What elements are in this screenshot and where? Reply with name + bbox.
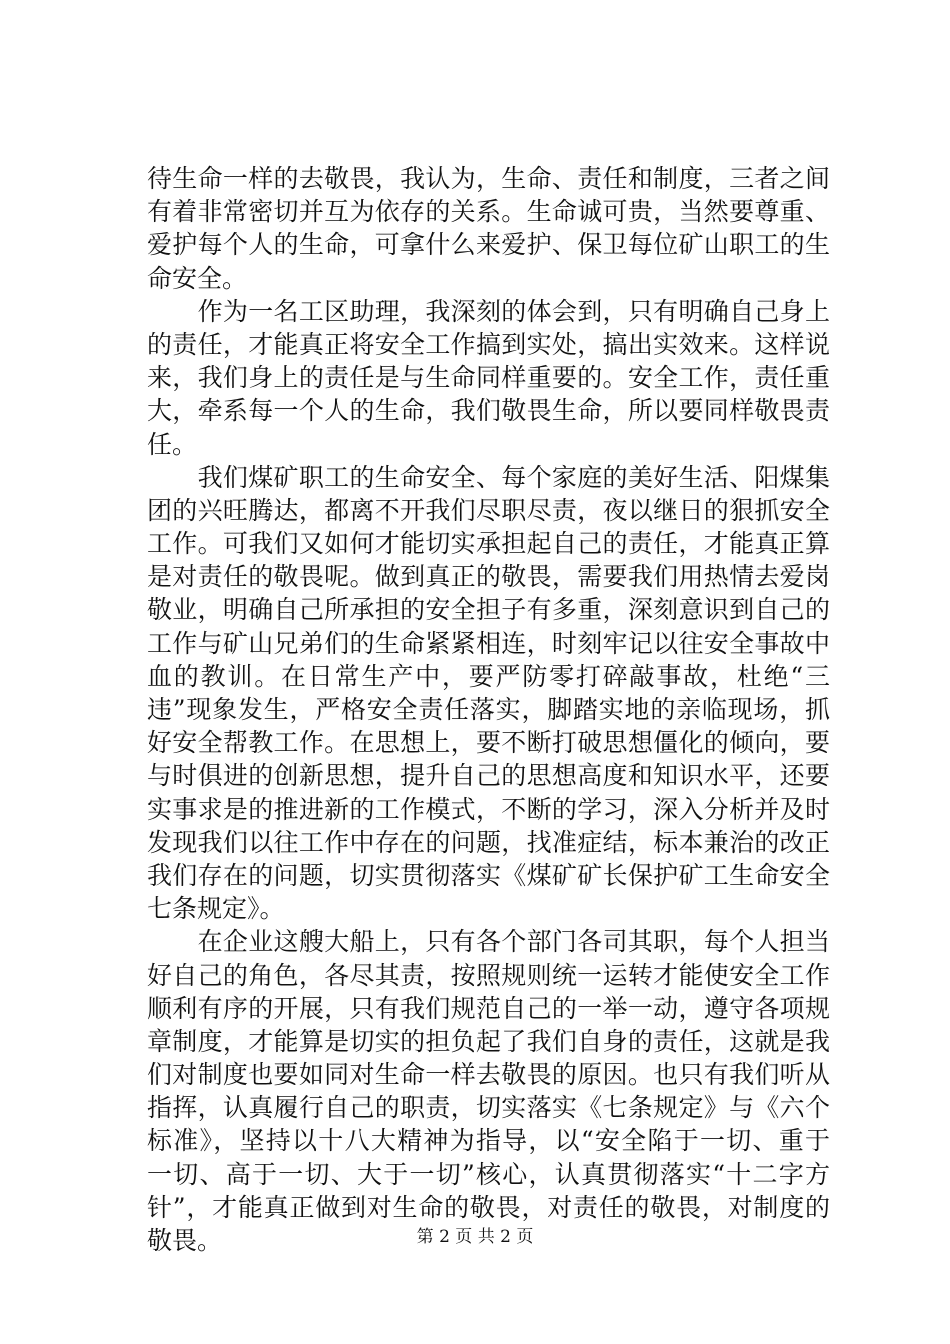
text-line: 的责任，才能真正将安全工作搞到实处，搞出实效来。这样说	[147, 329, 830, 359]
text-line: 敬畏。	[147, 1226, 223, 1255]
text-line: 爱护每个人的生命，可拿什么来爱护、保卫每位矿山职工的生	[147, 230, 830, 260]
text-line: 团的兴旺腾达，都离不开我们尽职尽责，夜以继日的狠抓安全	[147, 495, 830, 525]
text-line: 好自己的角色，各尽其责，按照规则统一运转才能使安全工作	[147, 960, 830, 990]
text-line: 我们存在的问题，切实贯彻落实《煤矿矿长保护矿工生命安全	[147, 860, 830, 890]
text-line: 待生命一样的去敬畏，我认为，生命、责任和制度，三者之间	[147, 164, 830, 193]
text-line: 违”现象发生，严格安全责任落实，脚踏实地的亲临现场，抓	[147, 695, 830, 724]
text-line: 针”，才能真正做到对生命的敬畏，对责任的敬畏，对制度的	[147, 1192, 830, 1222]
text-line: 与时俱进的创新思想，提升自己的思想高度和知识水平，还要	[147, 761, 830, 791]
text-line: 好安全帮教工作。在思想上，要不断打破思想僵化的倾向，要	[147, 728, 830, 758]
text-line: 有着非常密切并互为依存的关系。生命诚可贵，当然要尊重、	[147, 197, 830, 227]
text-line: 标准》，坚持以十八大精神为指导，以“安全陷于一切、重于	[147, 1126, 830, 1156]
page-footer: 第 2 页 共 2 页	[416, 1227, 534, 1247]
text-line: 顺利有序的开展，只有我们规范自己的一举一动，遵守各项规	[147, 993, 830, 1023]
text-line: 实事求是的推进新的工作模式，不断的学习，深入分析并及时	[147, 794, 830, 824]
text-line: 我们煤矿职工的生命安全、每个家庭的美好生活、阳煤集	[147, 462, 830, 492]
text-line: 作为一名工区助理，我深刻的体会到，只有明确自己身上	[147, 296, 830, 326]
document-body	[147, 162, 830, 1257]
text-line: 敬业，明确自己所承担的安全担子有多重，深刻意识到自己的	[147, 595, 830, 625]
text-line: 工作。可我们又如何才能切实承担起自己的责任，才能真正算	[147, 529, 830, 559]
text-line: 是对责任的敬畏呢。做到真正的敬畏，需要我们用热情去爱岗	[147, 562, 830, 592]
text-line: 发现我们以往工作中存在的问题，找准症结，标本兼治的改正	[147, 827, 830, 857]
text-line: 来，我们身上的责任是与生命同样重要的。安全工作，责任重	[147, 363, 830, 393]
text-line: 章制度，才能算是切实的担负起了我们自身的责任，这就是我	[147, 1026, 830, 1056]
text-line: 命安全。	[147, 263, 248, 293]
text-line: 一切、高于一切、大于一切”核心，认真贯彻落实“十二字方	[147, 1159, 830, 1189]
text-line: 工作与矿山兄弟们的生命紧紧相连，时刻牢记以往安全事故中	[147, 628, 830, 658]
text-line: 大，牵系每一个人的生命，我们敬畏生命，所以要同样敬畏责	[147, 396, 830, 426]
text-line: 任。	[147, 429, 198, 459]
text-line: 在企业这艘大船上，只有各个部门各司其职，每个人担当	[147, 927, 830, 957]
text-line: 指挥，认真履行自己的职责，切实落实《七条规定》与《六个	[147, 1093, 830, 1123]
text-line: 们对制度也要如同对生命一样去敬畏的原因。也只有我们听从	[147, 1060, 830, 1090]
text-line: 七条规定》。	[147, 894, 285, 924]
text-line: 血的教训。在日常生产中，要严防零打碎敲事故，杜绝“三	[147, 661, 830, 691]
